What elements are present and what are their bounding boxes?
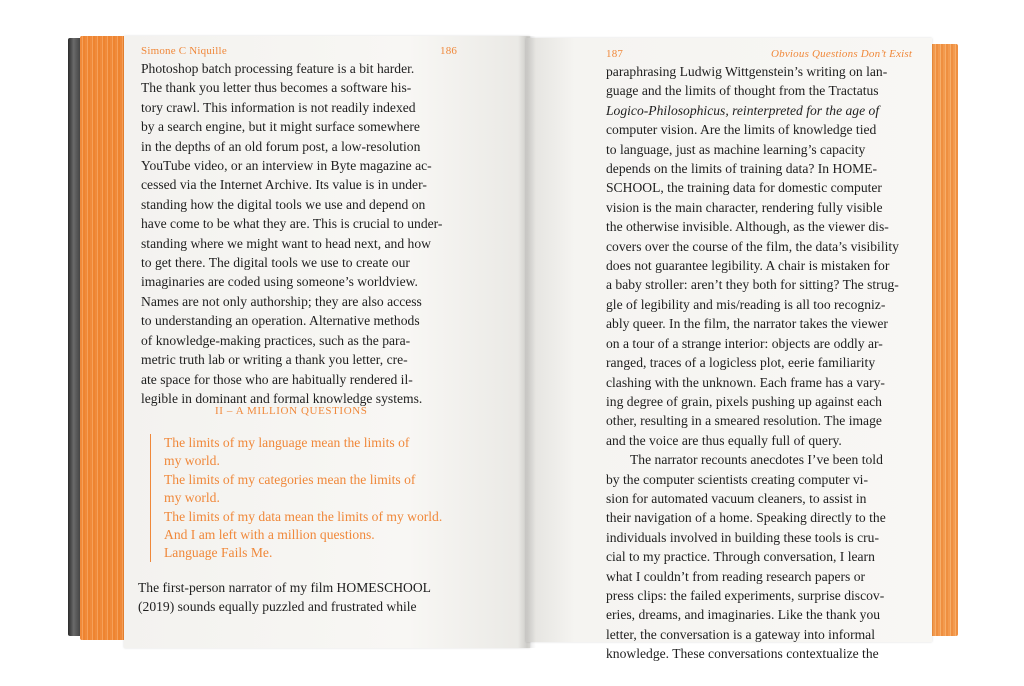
page-edges-left	[80, 36, 128, 640]
text-line: ing degree of grain, pixels pushing up against each	[606, 393, 882, 409]
text-line: eries, dreams, and imaginaries. Like the thank you	[606, 607, 881, 623]
quote-line: The limits of my categories mean the limits of	[164, 471, 416, 487]
text-line: does not guarantee legibility. A chair is mistaken for	[606, 258, 890, 274]
left-body-text	[141, 59, 442, 408]
text-line: paraphrasing Ludwig Wittgenstein’s writing on lan-	[606, 64, 888, 79]
text-line: covers over the course of the film, the data’s visibility	[606, 238, 899, 254]
text-line: ate space for those who are habitually rendered il-	[141, 371, 413, 387]
quote-line: The limits of my language mean the limits of	[164, 435, 410, 450]
text-line: knowledge. These conversations contextualize the	[606, 646, 879, 662]
text-line: ably queer. In the film, the narrator takes the viewer	[606, 316, 888, 332]
text-line: The first-person narrator of my film HOMESCHOOL	[138, 580, 431, 595]
text-line: legible in dominant and formal knowledge systems.	[141, 390, 423, 406]
text-line: to understanding an operation. Alternative methods	[141, 313, 420, 329]
text-line: in the depths of an old forum post, a low-resolution	[141, 138, 421, 154]
text-line: cessed via the Internet Archive. Its value is in under-	[141, 177, 427, 193]
page-number-right: 187	[606, 48, 624, 60]
text-line: Photoshop batch processing feature is a bit harder.	[141, 61, 415, 76]
text-line: guage and the limits of thought from the Tractatus	[606, 83, 879, 99]
text-line: by a search engine, but it might surface somewhere	[141, 119, 420, 135]
text-line: letter, the conversation is a gateway into informal	[606, 626, 875, 642]
text-line: cial to my practice. Through conversation, I learn	[606, 549, 875, 565]
page-edges-right	[928, 44, 958, 636]
text-line: by the computer scientists creating computer vi-	[606, 471, 868, 487]
quote-line: my world.	[164, 453, 220, 469]
text-line: The thank you letter thus becomes a software his-	[141, 80, 412, 96]
text-line: clashing with the unknown. Each frame has a vary-	[606, 374, 885, 390]
text-line: to get there. The digital tools we use to create our	[141, 255, 410, 271]
text-line-indented: The narrator recounts anecdotes I’ve been told	[630, 452, 883, 468]
quote-line: And I am left with a million questions.	[164, 527, 375, 543]
text-line: a baby stroller: aren’t they both for sitting? The strug-	[606, 277, 899, 293]
text-line: imaginaries are coded using someone’s worldview.	[141, 274, 418, 290]
epigraph-quote	[150, 434, 484, 562]
text-line: standing where we might want to head next, and how	[141, 235, 431, 251]
text-line: and the voice are thus equally full of query.	[606, 432, 842, 448]
right-body-text	[606, 62, 899, 664]
text-line: computer vision. Are the limits of knowledge tied	[606, 122, 877, 138]
text-line: their navigation of a home. Speaking directly to the	[606, 510, 886, 526]
quote-line: my world.	[164, 490, 220, 506]
text-line: press clips: the failed experiments, surprise discov-	[606, 587, 885, 603]
text-line: ranged, traces of a logicless plot, eerie familiarity	[606, 355, 876, 371]
text-line: Names are not only authorship; they are also access	[141, 293, 422, 309]
text-line: what I couldn’t from reading research papers or	[606, 568, 866, 584]
text-line: SCHOOL, the training data for domestic computer	[606, 180, 882, 196]
quote-line: The limits of my data mean the limits of my world.	[164, 508, 443, 524]
text-line: to language, just as machine learning’s capacity	[606, 141, 866, 157]
text-line: metric truth lab or writing a thank you letter, cre-	[141, 352, 408, 368]
text-line: vision is the main character, rendering fully visible	[606, 199, 883, 215]
text-line: Logico-Philosophicus, reinterpreted for the age of	[606, 102, 880, 118]
text-line: tory crawl. This information is not readily indexed	[141, 99, 416, 115]
text-line: (2019) sounds equally puzzled and frustrated while	[138, 599, 417, 615]
text-line: other, resulting in a smeared resolution. The image	[606, 413, 882, 429]
book-gutter	[518, 36, 536, 648]
text-line: on a tour of a strange interior: objects are oddly ar-	[606, 335, 883, 351]
left-closing-text	[138, 578, 431, 617]
text-line: YouTube video, or an interview in Byte magazine ac-	[141, 158, 432, 174]
text-line: sion for automated vacuum cleaners, to assist in	[606, 490, 867, 506]
running-head-author: Simone C Niquille	[141, 45, 227, 57]
running-head-chapter: Obvious Questions Don’t Exist	[771, 48, 913, 60]
text-line: of knowledge-making practices, such as the para-	[141, 332, 411, 348]
text-line: gle of legibility and mis/reading is all too recogniz-	[606, 296, 886, 312]
page-number-left: 186	[440, 45, 458, 57]
quote-line: Language Fails Me.	[164, 545, 273, 561]
text-line: have come to be what they are. This is crucial to under-	[141, 216, 443, 232]
section-heading: II – A MILLION QUESTIONS	[215, 405, 368, 417]
text-line: the otherwise invisible. Although, as the viewer dis-	[606, 219, 889, 235]
text-line: standing how the digital tools we use and depend on	[141, 196, 426, 212]
text-line: individuals involved in building these tools is cru-	[606, 529, 879, 545]
text-line: depends on the limits of training data? In HOME-	[606, 161, 878, 177]
